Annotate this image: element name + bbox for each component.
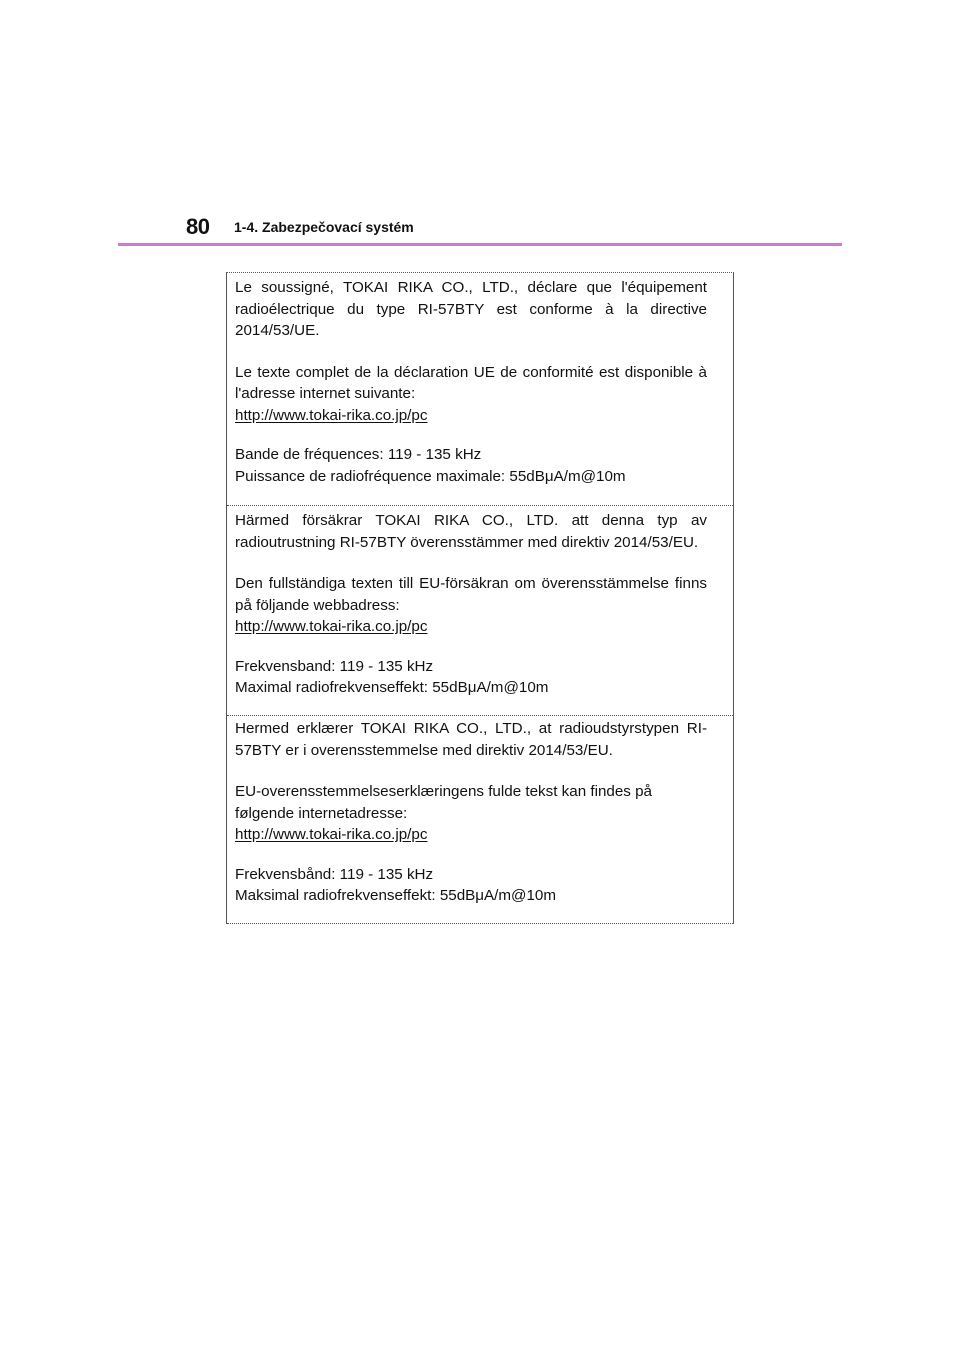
french-frequency: Bande de fréquences: 119 - 135 kHz — [235, 446, 482, 463]
danish-url-link[interactable]: http://www.tokai-rika.co.jp/pc — [235, 826, 428, 843]
french-full-text-intro: Le texte complet de la déclaration UE de conformité est disponible à l'adresse internet suivante: — [235, 363, 707, 402]
french-declaration-text: Le soussigné, TOKAI RIKA CO., LTD., déclare que l'équipement radioélectrique du type RI-57BTY est conforme à la directive 2014/53/UE. — [235, 279, 707, 339]
swedish-declaration-section — [227, 506, 733, 716]
danish-full-text-intro-line1: EU-overensstemmelseserklæringens fulde tekst kan findes på — [235, 783, 653, 800]
danish-full-text-block — [235, 781, 707, 846]
french-declaration-section — [227, 273, 733, 506]
swedish-power: Maximal radiofrekvenseffekt: 55dBμA/m@10m — [235, 679, 549, 696]
french-specs — [235, 444, 707, 487]
section-title: 1-4. Zabezpečovací systém — [234, 219, 414, 235]
swedish-declaration-text: Härmed försäkrar TOKAI RIKA CO., LTD. att denna typ av radioutrustning RI-57BTY överensstämmer med direktiv 2014/53/EU. — [235, 512, 707, 551]
swedish-specs — [235, 656, 707, 699]
swedish-full-text-block — [235, 573, 707, 638]
french-full-text-block — [235, 362, 707, 427]
swedish-url-link[interactable]: http://www.tokai-rika.co.jp/pc — [235, 618, 428, 635]
danish-power: Maksimal radiofrekvenseffekt: 55dBμA/m@10m — [235, 887, 557, 904]
swedish-frequency: Frekvensband: 119 - 135 kHz — [235, 657, 434, 675]
conformity-notice-box — [226, 272, 734, 924]
danish-full-text-intro-line2: følgende internetadresse: — [235, 804, 408, 822]
danish-specs — [235, 864, 707, 907]
swedish-full-text-intro: Den fullständiga texten till EU-försäkran om överensstämmelse finns på följande webbadress: — [235, 575, 707, 614]
danish-declaration-text: Hermed erklærer TOKAI RIKA CO., LTD., at radioudstyrstypen RI-57BTY er i overensstemmelse med direktiv 2014/53/EU. — [235, 720, 707, 759]
french-power: Puissance de radiofréquence maximale: 55dBμA/m@10m — [235, 467, 626, 485]
header-rule — [118, 243, 842, 246]
danish-declaration-section — [227, 716, 733, 924]
page-number: 80 — [186, 214, 210, 239]
danish-frequency: Frekvensbånd: 119 - 135 kHz — [235, 865, 434, 883]
french-url-link[interactable]: http://www.tokai-rika.co.jp/pc — [235, 406, 428, 424]
